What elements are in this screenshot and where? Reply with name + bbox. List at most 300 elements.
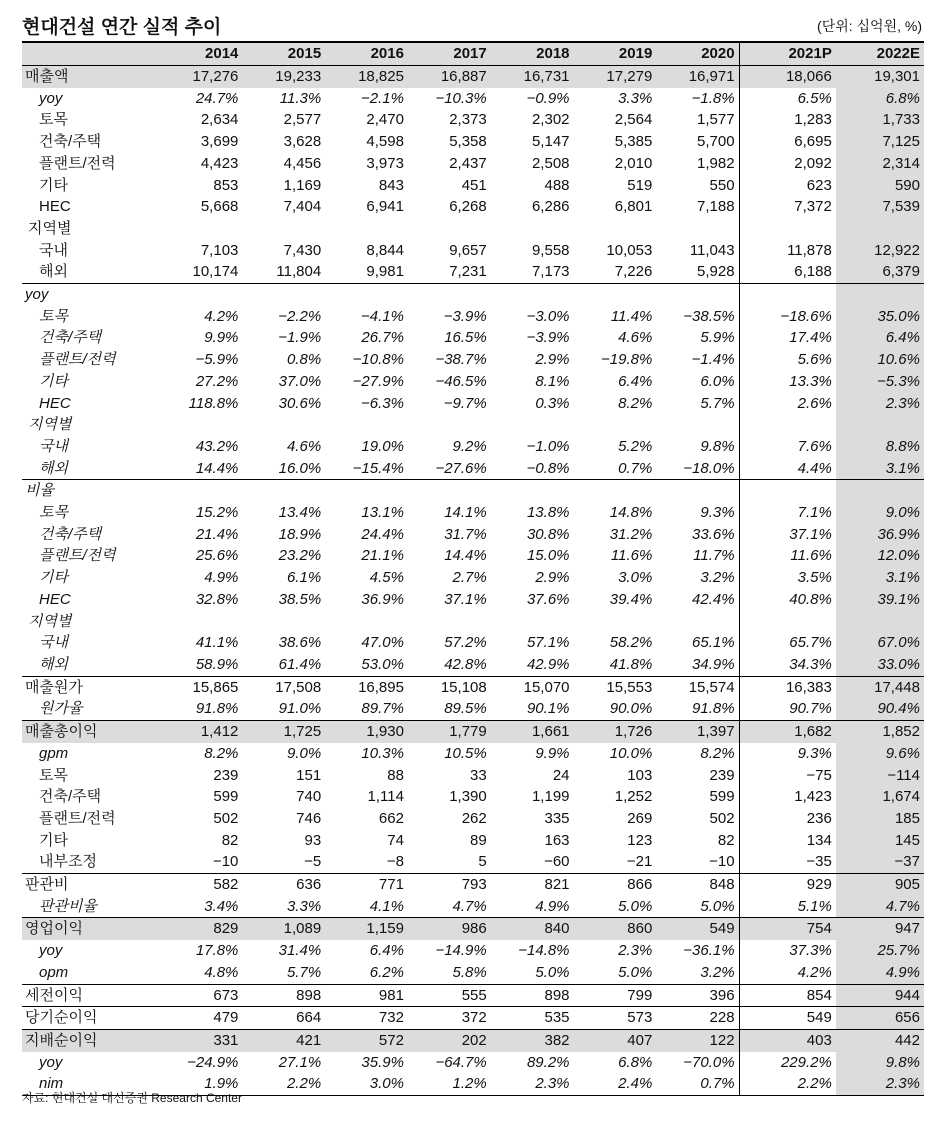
table-row [22, 393, 924, 415]
value-cell: 599 [213, 788, 239, 806]
row-label: 당기순이익 [22, 1007, 160, 1030]
unit-note: (단위: 십억원, %) [817, 18, 922, 34]
value-cell: 27.2% [195, 372, 239, 390]
value-cell: 65.1% [692, 634, 735, 652]
value-cell: 2.3% [491, 1073, 574, 1095]
value-cell: 239 [709, 766, 735, 784]
value-cell: 5,700 [697, 133, 735, 151]
value-cell: 5,147 [531, 133, 570, 151]
row-label: yoy [39, 942, 63, 960]
value-cell: 3,973 [366, 154, 404, 172]
value-cell: −27.9% [352, 372, 404, 390]
row-label: 국내 [39, 437, 68, 455]
value-cell: 40.8% [739, 589, 836, 611]
value-cell: 269 [627, 809, 653, 827]
table-row [22, 1029, 924, 1051]
value-cell: 549 [656, 918, 739, 940]
value-cell [325, 414, 408, 436]
value-cell: 6,268 [449, 198, 487, 216]
value-cell: 403 [739, 1029, 836, 1051]
value-cell: 65.7% [739, 632, 836, 654]
value-cell [574, 611, 657, 633]
value-cell: 91.8% [692, 700, 735, 718]
row-label: yoy [39, 1053, 63, 1071]
value-cell: 2,010 [614, 154, 653, 172]
value-cell: 41.8% [609, 655, 653, 673]
value-cell: −3.9% [443, 307, 487, 325]
value-cell [242, 611, 325, 633]
table-row [22, 480, 924, 502]
row-label: yoy [22, 284, 160, 306]
table-row [22, 436, 924, 458]
value-cell: 3.1% [836, 567, 924, 589]
value-cell: 47.0% [361, 634, 404, 652]
value-cell [656, 611, 739, 633]
table-body [22, 66, 924, 1096]
table-row [22, 196, 924, 218]
value-cell [160, 218, 243, 240]
value-cell: 7,125 [836, 131, 924, 153]
value-cell [739, 414, 836, 436]
value-cell: 35.0% [836, 306, 924, 328]
row-label: 해외 [39, 459, 68, 477]
value-cell: 42.8% [444, 655, 487, 673]
table-row [22, 984, 924, 1007]
value-cell: −70.0% [683, 1053, 735, 1071]
value-cell: 37.6% [526, 590, 570, 608]
table-row [22, 545, 924, 567]
value-cell: 7,372 [739, 196, 836, 218]
column-header: 2020 [656, 43, 739, 66]
row-label: yoy [39, 89, 63, 107]
value-cell: 228 [656, 1007, 739, 1030]
value-cell: 829 [160, 918, 243, 940]
row-label: 건축/주택 [39, 525, 102, 543]
table-row [22, 261, 924, 283]
row-label: HEC [39, 198, 71, 216]
value-cell: 843 [378, 176, 404, 194]
row-label: 해외 [39, 655, 68, 673]
value-cell: 9.6% [836, 743, 924, 765]
table-row [22, 654, 924, 676]
table-row [22, 721, 924, 743]
value-cell: 6.4% [836, 327, 924, 349]
value-cell: 4.7% [452, 897, 487, 915]
value-cell: −5.9% [195, 351, 239, 369]
value-cell: 6.8% [618, 1053, 653, 1071]
value-cell: 91.0% [278, 700, 322, 718]
value-cell: 4.2% [204, 307, 239, 325]
value-cell: −37 [836, 851, 924, 873]
value-cell [160, 480, 243, 502]
value-cell: 2.9% [535, 351, 570, 369]
value-cell: −14.9% [435, 942, 487, 960]
value-cell: 4.9% [204, 569, 239, 587]
value-cell: 11.3% [279, 89, 322, 107]
value-cell: 2,092 [739, 153, 836, 175]
table-row [22, 88, 924, 110]
value-cell: 6,379 [836, 261, 924, 283]
value-cell: 442 [836, 1029, 924, 1051]
row-label: nim [22, 1073, 160, 1095]
value-cell: 36.9% [836, 524, 924, 546]
value-cell: 4,456 [283, 154, 322, 172]
value-cell: 90.1% [526, 700, 570, 718]
row-label: 내부조정 [39, 853, 97, 871]
value-cell: 944 [836, 984, 924, 1007]
table-row [22, 918, 924, 940]
value-cell: 10.5% [444, 744, 487, 762]
value-cell: 848 [656, 874, 739, 896]
value-cell: 573 [574, 1007, 657, 1030]
table-row [22, 502, 924, 524]
value-cell: 10,174 [192, 263, 239, 281]
value-cell: 7,404 [283, 198, 322, 216]
table-row [22, 240, 924, 262]
value-cell: 15,070 [491, 676, 574, 698]
value-cell: 57.2% [444, 634, 487, 652]
value-cell: 6.1% [286, 569, 322, 587]
value-cell: 5.9% [700, 329, 735, 347]
value-cell: 32.8% [195, 590, 239, 608]
value-cell: 572 [325, 1029, 408, 1051]
value-cell: 15,108 [408, 676, 491, 698]
value-cell: 82 [717, 831, 735, 849]
value-cell: 4.9% [836, 962, 924, 984]
value-cell: 38.5% [278, 590, 322, 608]
value-cell: 7,231 [449, 263, 487, 281]
row-label: 기타 [39, 569, 68, 587]
value-cell: 5.2% [618, 437, 653, 455]
value-cell: 599 [709, 788, 735, 806]
value-cell: 1.9% [160, 1073, 243, 1095]
value-cell [242, 480, 325, 502]
value-cell: 6,695 [739, 131, 836, 153]
column-header: 2017 [408, 43, 491, 66]
table-row [22, 851, 924, 873]
value-cell: 13.1% [361, 504, 404, 522]
value-cell: 5 [478, 853, 487, 871]
value-cell: 1,283 [739, 109, 836, 131]
table-row [22, 66, 924, 88]
value-cell: −8 [386, 853, 404, 871]
value-cell: 103 [627, 766, 653, 784]
value-cell: 37.1% [444, 590, 487, 608]
value-cell [739, 480, 836, 502]
value-cell: 2.7% [452, 569, 487, 587]
value-cell: 2,508 [531, 154, 570, 172]
value-cell [574, 414, 657, 436]
value-cell [160, 414, 243, 436]
value-cell [242, 284, 325, 306]
value-cell [408, 611, 491, 633]
value-cell: 15.0% [526, 547, 570, 565]
value-cell: 11.7% [693, 547, 735, 565]
value-cell [408, 414, 491, 436]
value-cell: 163 [544, 831, 570, 849]
value-cell: 9,981 [366, 263, 404, 281]
value-cell: −114 [836, 765, 924, 787]
value-cell: 24.4% [361, 525, 404, 543]
value-cell: 2,437 [449, 154, 487, 172]
value-cell: 39.1% [836, 589, 924, 611]
value-cell: 6.4% [618, 372, 653, 390]
row-label: 토목 [39, 766, 68, 784]
value-cell: 11,878 [739, 240, 836, 262]
value-cell: 6,286 [531, 198, 570, 216]
value-cell: 866 [574, 874, 657, 896]
value-cell: 5.7% [286, 963, 322, 981]
value-cell: 0.7% [618, 459, 653, 477]
value-cell: −10.8% [352, 351, 404, 369]
table-row [22, 962, 924, 984]
value-cell: 89.7% [361, 700, 404, 718]
value-cell: 11.6% [610, 547, 653, 565]
value-cell: 5,358 [449, 133, 487, 151]
value-cell: 372 [408, 1007, 491, 1030]
value-cell: 746 [296, 809, 322, 827]
value-cell: 2,373 [449, 111, 487, 129]
table-row [22, 874, 924, 896]
value-cell: −5 [304, 853, 322, 871]
value-cell: 16,731 [491, 66, 574, 88]
value-cell [656, 284, 739, 306]
value-cell: 947 [836, 918, 924, 940]
value-cell: 555 [408, 984, 491, 1007]
value-cell: 331 [160, 1029, 243, 1051]
value-cell: 8,844 [366, 241, 404, 259]
header-label-cell [22, 43, 160, 66]
row-label: 비율 [22, 480, 160, 502]
value-cell: 31.4% [278, 942, 322, 960]
value-cell: 0.8% [286, 351, 322, 369]
value-cell: 3,628 [283, 133, 322, 151]
value-cell: 9.0% [286, 744, 322, 762]
row-label: 기타 [39, 176, 68, 194]
value-cell: 90.4% [836, 698, 924, 720]
row-label: 플랜트/전력 [39, 154, 116, 172]
value-cell: 2,564 [614, 111, 653, 129]
table-row [22, 786, 924, 808]
value-cell: 9.9% [204, 329, 239, 347]
row-label: 건축/주택 [39, 329, 102, 347]
value-cell: 61.4% [278, 655, 322, 673]
value-cell: 90.0% [609, 700, 653, 718]
value-cell: 17,279 [574, 66, 657, 88]
value-cell: −35 [739, 851, 836, 873]
value-cell [242, 414, 325, 436]
table-row [22, 676, 924, 698]
value-cell: 3.4% [204, 897, 239, 915]
row-label: 매출원가 [22, 676, 160, 698]
row-label: 기타 [39, 372, 68, 390]
value-cell: 5.1% [739, 896, 836, 918]
value-cell: −21 [626, 853, 653, 871]
value-cell: 535 [491, 1007, 574, 1030]
table-row [22, 808, 924, 830]
value-cell: −2.1% [361, 89, 404, 107]
table-row [22, 1052, 924, 1074]
source-note: 자료: 현대건설 대신증권 Research Center [22, 1091, 242, 1105]
value-cell: 8.2% [204, 744, 239, 762]
value-cell: 4.9% [535, 897, 570, 915]
value-cell: 6.0% [700, 372, 735, 390]
value-cell: 16,895 [325, 676, 408, 698]
value-cell: 662 [378, 809, 404, 827]
value-cell: 151 [296, 766, 322, 784]
value-cell [491, 414, 574, 436]
value-cell: 42.4% [692, 590, 735, 608]
value-cell [408, 480, 491, 502]
value-cell: 4.6% [286, 437, 322, 455]
row-label: 세전이익 [22, 984, 160, 1007]
value-cell: 7,226 [614, 263, 653, 281]
row-label: 판관비율 [39, 897, 97, 915]
value-cell: 1,682 [739, 721, 836, 743]
value-cell [491, 218, 574, 240]
value-cell [574, 284, 657, 306]
value-cell: 31.7% [444, 525, 487, 543]
value-cell: 236 [739, 808, 836, 830]
value-cell: 0.3% [535, 394, 570, 412]
value-cell: 2.3% [618, 942, 653, 960]
value-cell: 656 [836, 1007, 924, 1030]
row-label: 지배순이익 [22, 1029, 160, 1051]
value-cell: 771 [325, 874, 408, 896]
value-cell: 6,188 [739, 261, 836, 283]
value-cell: 30.8% [526, 525, 570, 543]
value-cell [656, 218, 739, 240]
column-header: 2015 [242, 43, 325, 66]
value-cell: 898 [491, 984, 574, 1007]
value-cell: 550 [709, 176, 735, 194]
value-cell [656, 414, 739, 436]
value-cell: 90.7% [739, 698, 836, 720]
value-cell: 18.9% [278, 525, 322, 543]
value-cell: 9.9% [535, 744, 570, 762]
value-cell: −46.5% [435, 372, 487, 390]
column-header: 2019 [574, 43, 657, 66]
value-cell: 821 [491, 874, 574, 896]
value-cell: 16,971 [656, 66, 739, 88]
value-cell: 14.8% [609, 504, 653, 522]
value-cell: 623 [739, 175, 836, 197]
value-cell: 6.8% [836, 88, 924, 110]
value-cell: 15,553 [574, 676, 657, 698]
value-cell: 754 [739, 918, 836, 940]
value-cell: 488 [544, 176, 570, 194]
value-cell [836, 218, 924, 240]
value-cell [836, 480, 924, 502]
value-cell: 12.0% [836, 545, 924, 567]
table-row [22, 175, 924, 197]
value-cell: 41.1% [195, 634, 239, 652]
value-cell: 74 [387, 831, 404, 849]
value-cell: 24.7% [195, 89, 239, 107]
table-row [22, 940, 924, 962]
row-label: HEC [39, 590, 71, 608]
value-cell: 35.9% [361, 1053, 404, 1071]
value-cell: 1,390 [449, 788, 487, 806]
value-cell: 636 [242, 874, 325, 896]
row-label: 매출액 [22, 66, 160, 88]
value-cell [160, 284, 243, 306]
row-label: 지역별 [28, 219, 72, 237]
column-header: 2021P [739, 43, 836, 66]
value-cell: 740 [296, 788, 322, 806]
value-cell: 1,733 [836, 109, 924, 131]
value-cell [325, 218, 408, 240]
table-row [22, 458, 924, 480]
row-label: 플랜트/전력 [39, 809, 116, 827]
value-cell: 3.0% [618, 569, 653, 587]
value-cell: 5.7% [700, 394, 735, 412]
value-cell: 12,922 [836, 240, 924, 262]
value-cell: 14.4% [444, 547, 487, 565]
value-cell: 1,726 [574, 721, 657, 743]
value-cell: 929 [739, 874, 836, 896]
value-cell [325, 480, 408, 502]
value-cell: 27.1% [278, 1053, 322, 1071]
row-label: 해외 [39, 263, 68, 281]
value-cell [739, 611, 836, 633]
value-cell: 17,448 [836, 676, 924, 698]
value-cell: 21.1% [361, 547, 404, 565]
value-cell: −14.8% [518, 942, 570, 960]
value-cell: 9.2% [452, 437, 487, 455]
value-cell: 4.6% [618, 329, 653, 347]
value-cell: 4,423 [200, 154, 239, 172]
row-label: 원가율 [39, 700, 83, 718]
table-row [22, 830, 924, 852]
value-cell: 123 [627, 831, 653, 849]
value-cell: 4.8% [204, 963, 239, 981]
value-cell: −10 [709, 853, 735, 871]
value-cell: 9.8% [700, 437, 735, 455]
value-cell: 3.5% [739, 567, 836, 589]
table-row [22, 306, 924, 328]
value-cell: 2.3% [836, 1073, 924, 1095]
value-cell: 19,233 [242, 66, 325, 88]
value-cell: 7.6% [739, 436, 836, 458]
value-cell: 3.3% [286, 897, 322, 915]
value-cell [574, 480, 657, 502]
table-row [22, 349, 924, 371]
value-cell: 1.2% [408, 1073, 491, 1095]
value-cell: 37.3% [739, 940, 836, 962]
value-cell: 17.8% [195, 942, 239, 960]
value-cell: 1,725 [242, 721, 325, 743]
table-row [22, 327, 924, 349]
value-cell: −0.8% [526, 459, 570, 477]
table-row [22, 524, 924, 546]
table-row [22, 414, 924, 436]
row-label: 매출총이익 [22, 721, 160, 743]
table-row [22, 131, 924, 153]
value-cell: 37.0% [278, 372, 322, 390]
table-row [22, 698, 924, 720]
value-cell [836, 414, 924, 436]
value-cell: −36.1% [683, 942, 735, 960]
value-cell [242, 218, 325, 240]
header-row [22, 43, 924, 66]
value-cell: 10,053 [606, 241, 653, 259]
value-cell [325, 284, 408, 306]
value-cell: 23.2% [278, 547, 322, 565]
value-cell [574, 218, 657, 240]
value-cell: 8.2% [618, 394, 653, 412]
value-cell [491, 480, 574, 502]
